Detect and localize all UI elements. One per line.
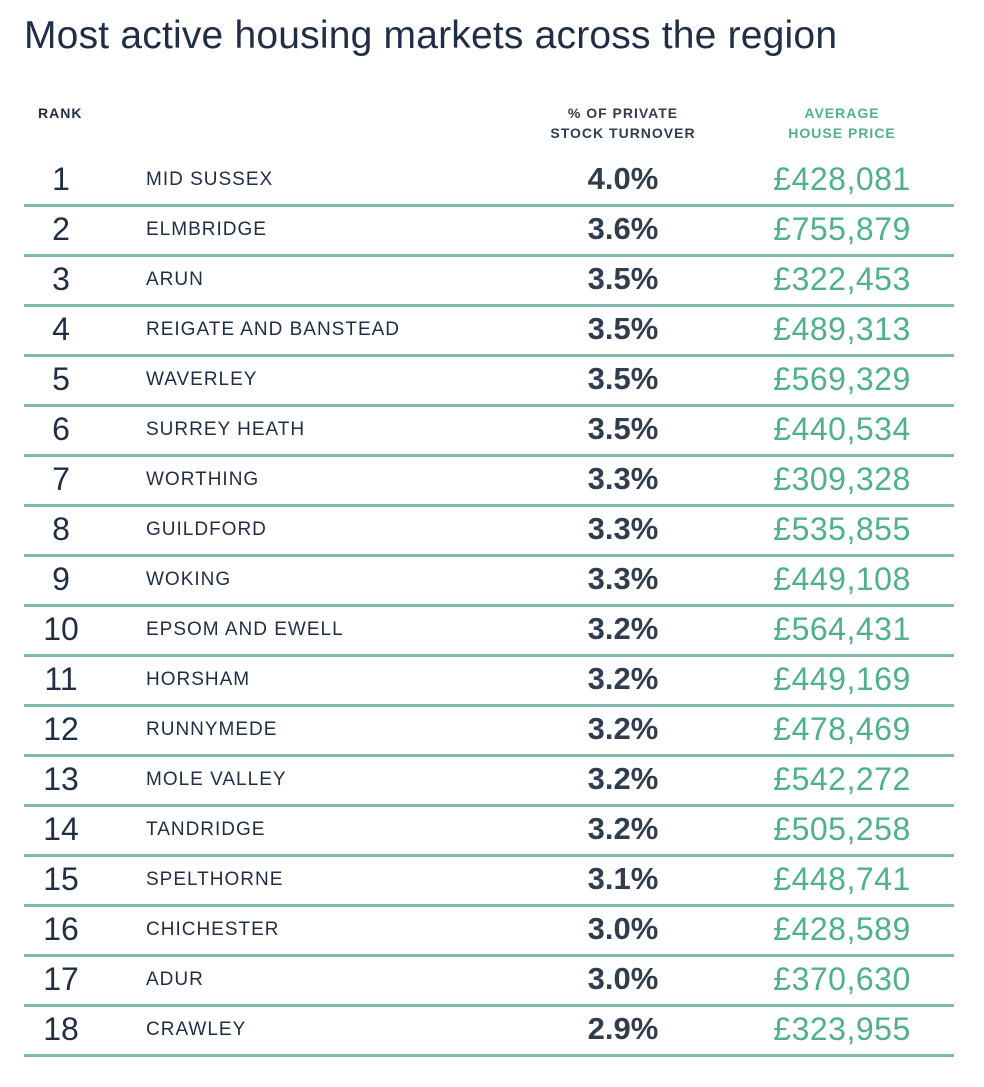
rank-cell: 4 [52,311,70,347]
price-cell: £370,630 [773,961,911,997]
table-row [24,707,954,757]
rank-cell: 17 [43,961,79,997]
area-name-cell: MID SUSSEX [146,169,274,190]
rank-cell: 7 [52,461,70,497]
turnover-cell: 3.5% [587,361,659,396]
turnover-cell: 3.2% [587,611,659,646]
price-cell: £505,258 [773,811,911,847]
price-cell: £428,081 [773,161,911,197]
rank-cell: 13 [43,761,79,797]
table-row [24,457,954,507]
turnover-cell: 3.1% [587,861,659,896]
table-row [24,657,954,707]
table-row [24,857,954,907]
area-name-cell: CHICHESTER [146,919,280,940]
table-row [24,557,954,607]
area-name-cell: HORSHAM [146,669,251,690]
table-row [24,757,954,807]
area-name-cell: RUNNYMEDE [146,719,278,740]
price-cell: £449,169 [773,661,911,697]
price-cell: £569,329 [773,361,911,397]
area-name-cell: ADUR [146,969,204,990]
rank-column-header: RANK [38,105,83,121]
rank-cell: 10 [43,611,79,647]
area-name-cell: ARUN [146,269,204,290]
price-cell: £542,272 [773,761,911,797]
price-cell: £449,108 [773,561,911,597]
area-name-cell: SPELTHORNE [146,869,284,890]
turnover-cell: 3.3% [587,561,659,596]
area-name-cell: REIGATE AND BANSTEAD [146,319,401,340]
area-name-cell: TANDRIDGE [146,819,266,840]
area-name-cell: WOKING [146,569,232,590]
table-row [24,957,954,1007]
table-row [24,507,954,557]
turnover-cell: 3.5% [587,261,659,296]
page-title: Most active housing markets across the region [24,14,838,57]
table-row [24,157,954,207]
rank-cell: 2 [52,211,70,247]
price-header-line-2: HOUSE PRICE [788,125,896,141]
rank-cell: 18 [43,1011,79,1047]
price-cell: £428,589 [773,911,911,947]
table-row [24,357,954,407]
table-row [24,307,954,357]
price-cell: £564,431 [773,611,911,647]
turnover-cell: 3.5% [587,311,659,346]
price-column-header [742,103,942,143]
table-row [24,1007,954,1057]
rank-cell: 5 [52,361,70,397]
table-row [24,907,954,957]
area-name-cell: WORTHING [146,469,260,490]
area-name-cell: MOLE VALLEY [146,769,287,790]
price-cell: £309,328 [773,461,911,497]
rank-cell: 16 [43,911,79,947]
rank-cell: 8 [52,511,70,547]
price-cell: £440,534 [773,411,911,447]
table-row [24,257,954,307]
area-name-cell: SURREY HEATH [146,419,306,440]
price-cell: £448,741 [773,861,911,897]
turnover-cell: 3.3% [587,461,659,496]
area-name-cell: WAVERLEY [146,369,258,390]
turnover-cell: 3.2% [587,761,659,796]
rank-cell: 15 [43,861,79,897]
turnover-header-line-2: STOCK TURNOVER [550,125,696,141]
turnover-cell: 3.2% [587,661,659,696]
price-header-line-1: AVERAGE [804,105,880,121]
turnover-cell: 4.0% [587,161,659,196]
table-row [24,607,954,657]
area-name-cell: ELMBRIDGE [146,219,267,240]
rank-cell: 9 [52,561,70,597]
price-cell: £323,955 [773,1011,911,1047]
table-row [24,207,954,257]
turnover-cell: 2.9% [587,1011,659,1046]
markets-table [24,157,954,1057]
turnover-cell: 3.6% [587,211,659,246]
rank-cell: 11 [44,661,78,697]
price-cell: £755,879 [773,211,911,247]
rank-cell: 14 [43,811,79,847]
turnover-cell: 3.3% [587,511,659,546]
area-name-cell: EPSOM AND EWELL [146,619,344,640]
turnover-cell: 3.0% [587,961,659,996]
turnover-cell: 3.2% [587,811,659,846]
price-cell: £535,855 [773,511,911,547]
price-cell: £322,453 [773,261,911,297]
price-cell: £489,313 [773,311,911,347]
area-name-cell: GUILDFORD [146,519,267,540]
price-cell: £478,469 [773,711,911,747]
turnover-cell: 3.2% [587,711,659,746]
table-row [24,807,954,857]
rank-cell: 1 [52,161,70,197]
area-name-cell: CRAWLEY [146,1019,247,1040]
turnover-cell: 3.0% [587,911,659,946]
rank-cell: 6 [52,411,70,447]
turnover-cell: 3.5% [587,411,659,446]
table-row [24,407,954,457]
turnover-header-line-1: % OF PRIVATE [567,105,679,121]
rank-cell: 3 [52,261,70,297]
rank-cell: 12 [43,711,79,747]
turnover-column-header [520,103,726,143]
